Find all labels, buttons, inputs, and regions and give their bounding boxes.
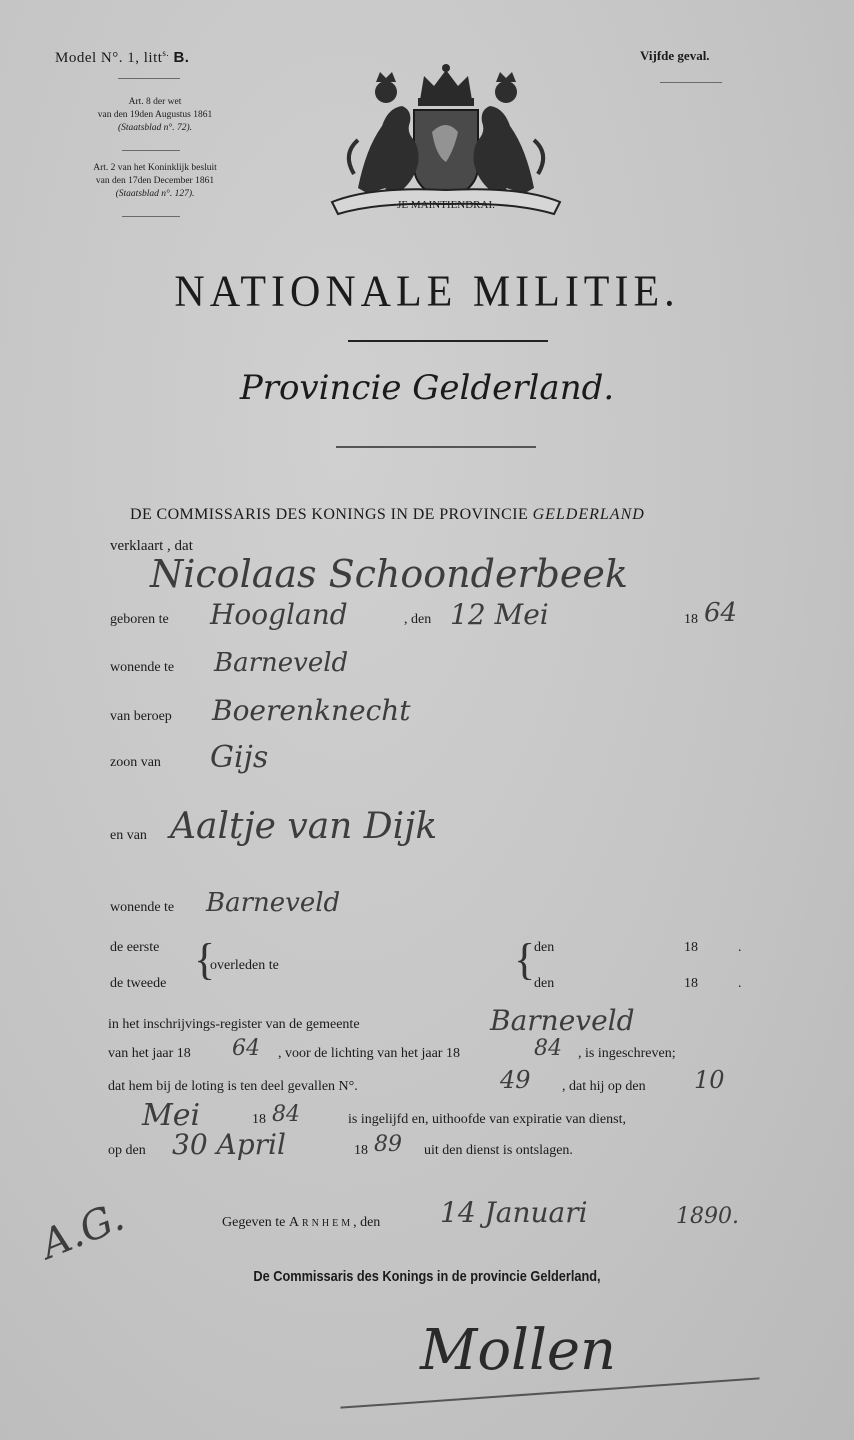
- handwritten-birthplace: Hoogland: [210, 598, 348, 631]
- ontslag-year-prefix: 18: [354, 1143, 368, 1158]
- handwritten-margin-note: A.G.: [34, 1193, 131, 1269]
- dot-2: .: [738, 976, 742, 991]
- handwritten-birth-date: 12 Mei: [450, 598, 549, 631]
- overleden-label: overleden te: [210, 958, 279, 973]
- year-prefix-2: 18: [684, 976, 698, 991]
- handwritten-register-year: 64: [232, 1036, 260, 1061]
- handwritten-parents-residence: Barneveld: [206, 888, 341, 918]
- handwritten-name: Nicolaas Schoonderbeek: [150, 552, 628, 596]
- ingeschreven-label: , is ingeschreven;: [578, 1046, 676, 1061]
- left-brace: {: [194, 935, 216, 984]
- handwritten-lichting-year: 84: [534, 1036, 562, 1061]
- model-letter: B.: [173, 49, 190, 66]
- handwritten-ingelijfd-month: Mei: [142, 1098, 201, 1133]
- handwritten-mother: Aaltje van Dijk: [170, 806, 438, 847]
- motto: JE MAINTIENDRAI.: [397, 199, 495, 211]
- signature-block-label: De Commissaris des Konings in de provincie Gelderland,: [253, 1268, 601, 1285]
- commissaris-line: DE COMMISSARIS DES KONINGS IN DE PROVINCIE GELDERLAND: [130, 506, 645, 523]
- divider: [118, 78, 180, 79]
- law-reference-2: Art. 2 van het Koninklijk besluit van den 17den December 1861 (Staatsblad n°. 127).: [93, 163, 217, 199]
- ontslag-label: op den: [108, 1143, 146, 1158]
- birth-year-prefix: 18: [684, 612, 698, 627]
- den-label-1: den: [534, 940, 555, 955]
- ontslag-text: uit den dienst is ontslagen.: [424, 1143, 573, 1158]
- handwritten-ontslag-date: 30 April: [172, 1128, 286, 1161]
- handwritten-occupation: Boerenknecht: [212, 694, 411, 727]
- document-title: NATIONALE MILITIE.: [174, 267, 680, 317]
- issue-place: Arnhem: [288, 1215, 354, 1230]
- handwritten-loting-number: 49: [500, 1066, 531, 1094]
- divider: [122, 150, 180, 151]
- handwritten-birth-year: 64: [704, 598, 738, 628]
- ingelijfd-year-prefix: 18: [252, 1112, 266, 1127]
- issue-year: 1890.: [676, 1204, 739, 1229]
- eerste-label: de eerste: [110, 940, 160, 955]
- gegeven-label: Gegeven te Arnhem, den: [222, 1215, 381, 1230]
- coat-of-arms-icon: [328, 62, 564, 222]
- handwritten-issue-date: 14 Januari: [440, 1196, 588, 1229]
- loting-label: dat hem bij de loting is ten deel gevallen N°.: [108, 1079, 358, 1094]
- parents-wonende-label: wonende te: [110, 900, 175, 915]
- handwritten-register-gemeente: Barneveld: [490, 1004, 635, 1037]
- handwritten-residence: Barneveld: [214, 648, 349, 678]
- case-label: Vijfde geval.: [640, 48, 710, 63]
- tweede-label: de tweede: [110, 976, 167, 991]
- handwritten-ingelijfd-year: 84: [272, 1102, 300, 1127]
- divider: [122, 216, 180, 217]
- birth-den-label: , den: [404, 612, 432, 627]
- op-den-label: , dat hij op den: [562, 1079, 646, 1094]
- register-label: in het inschrijvings-register van de gemeente: [108, 1017, 360, 1032]
- handwritten-ingelijfd-day: 10: [694, 1066, 725, 1094]
- divider: [660, 82, 722, 83]
- year-prefix-1: 18: [684, 940, 698, 955]
- beroep-label: van beroep: [110, 709, 172, 724]
- den-label-2: den: [534, 976, 555, 991]
- en-van-label: en van: [110, 828, 147, 843]
- geboren-te-label: geboren te: [110, 612, 169, 627]
- model-number: Model N°. 1, litt$^{s.}$ B.: [55, 48, 190, 66]
- handwritten-ontslag-year: 89: [374, 1132, 402, 1157]
- right-brace: {: [514, 935, 536, 984]
- title-underline: [348, 340, 548, 342]
- dot-1: .: [738, 940, 742, 955]
- zoon-van-label: zoon van: [110, 755, 161, 770]
- verklaart-label: verklaart , dat: [110, 538, 193, 554]
- lichting-label: , voor de lichting van het jaar 18: [278, 1046, 460, 1061]
- ingelijfd-text: is ingelijfd en, uithoofde van expiratie van dienst,: [348, 1112, 626, 1127]
- handwritten-father: Gijs: [210, 740, 269, 775]
- law-reference-1: Art. 8 der wet van den 19den Augustus 1861 (Staatsblad n°. 72).: [97, 97, 213, 133]
- province-heading: Provincie Gelderland.: [239, 368, 615, 408]
- jaar-label: van het jaar 18: [108, 1046, 191, 1061]
- province-underline: [336, 446, 536, 448]
- wonende-te-label: wonende te: [110, 660, 175, 675]
- handwritten-signature: Mollen: [420, 1318, 617, 1383]
